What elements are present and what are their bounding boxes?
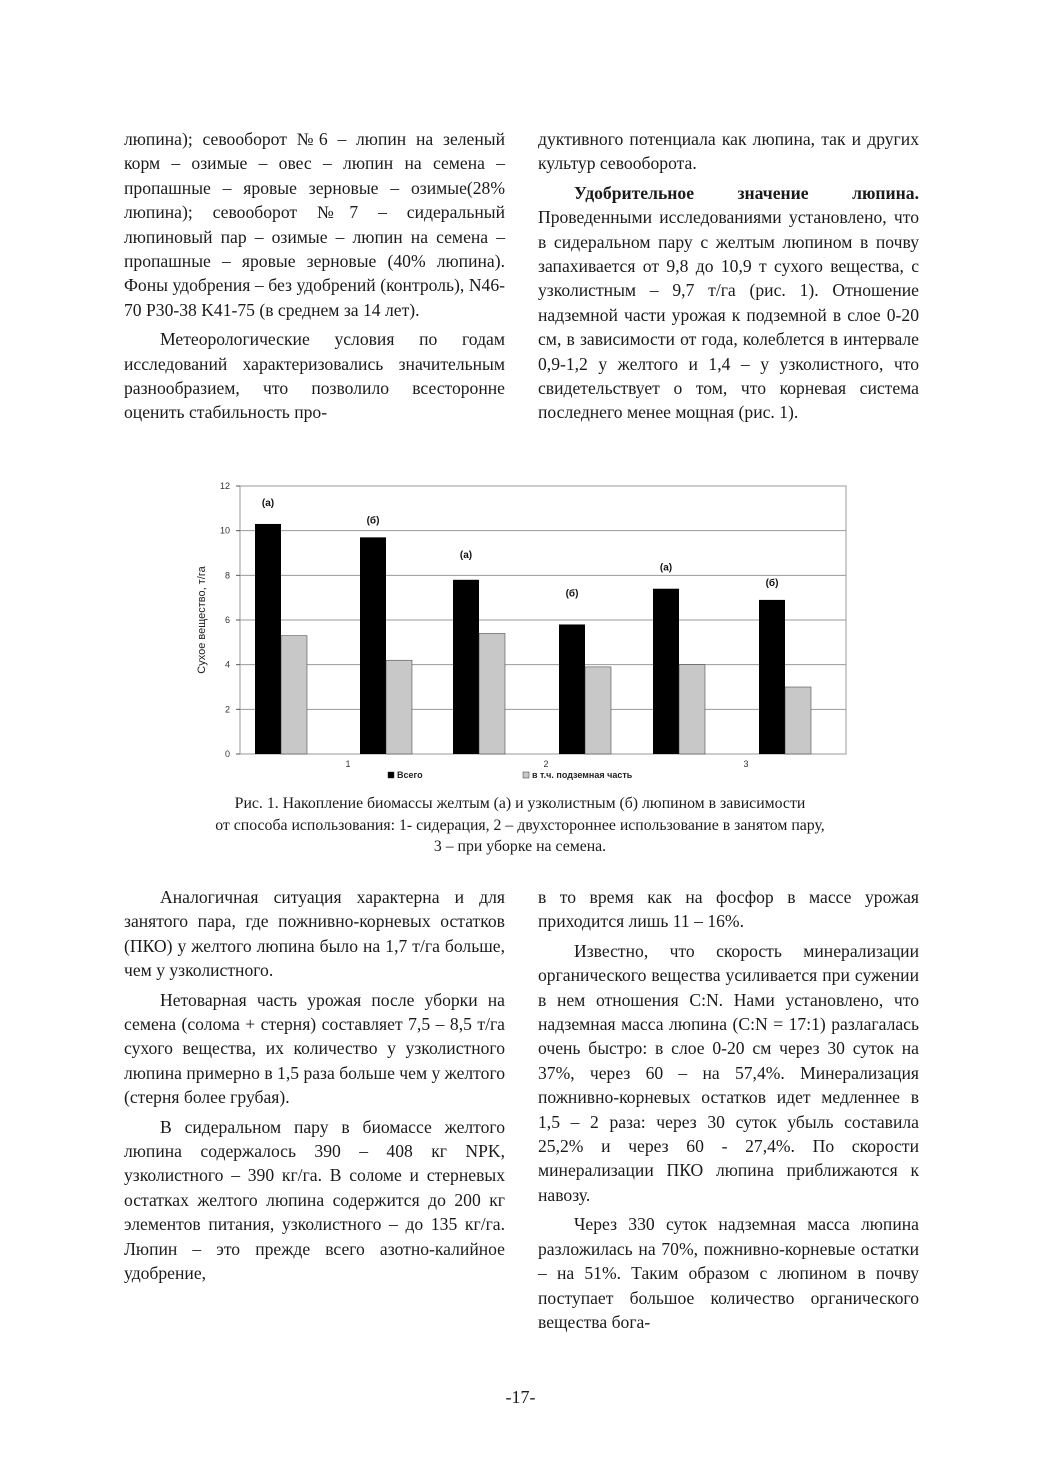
- bar: [479, 633, 505, 754]
- bar: [653, 589, 679, 754]
- bar: [281, 636, 307, 754]
- legend-label: в т.ч. подземная часть: [532, 770, 633, 780]
- paragraph: люпина); севооборот №6 – люпин на зеленый корм – озимые – овес – люпин на семена – пропашные – яровые зерновые – озимые(28% люпина); севооборот №7 – сидеральный люпиновый пар – озимые – люпин на семена – пропашные – яровые зерновые (40% люпина). Фоны удобрения – без удобрений (контроль), N46-70 P30-38 K41-75 (в среднем за 14 лет).: [124, 129, 505, 320]
- column-top-right: [538, 127, 919, 425]
- figure-caption: [120, 793, 920, 858]
- paragraph-text: Проведенными исследованиями установлено, что в сидеральном пару с желтым люпином в почву запахивается от 9,8 до 10,9 т сухого вещества, с узколистным – 9,7 т/га (рис. 1). Отношение надземной части урожая к подземной в слое 0-20 см, в зависимости от года, колеблется в интервале 0,9-1,2 у желтого и 1,4 – у узколистного, что свидетельствует о том, что корневая система последнего менее мощная (рис. 1).: [538, 207, 919, 423]
- bar: [453, 580, 479, 754]
- bar: [679, 665, 705, 754]
- page-number: -17-: [505, 1387, 536, 1407]
- paragraph: [538, 181, 919, 425]
- paragraph: Через 330 суток надземная масса люпина разложилась на 70%, пожнивно-корневые остатки – на 51%. Таким образом с люпином в почву поступает большое количество органического вещества бога-: [538, 1214, 919, 1332]
- x-tick-label: 2: [543, 759, 549, 769]
- figure-biomass-chart: [188, 478, 868, 780]
- y-tick-label: 2: [224, 704, 230, 715]
- bar: [360, 537, 386, 754]
- paragraph: в то время как на фосфор в массе урожая приходится лишь 11 – 16%.: [538, 887, 919, 932]
- bar-chart: [188, 478, 868, 780]
- bar: [386, 660, 412, 754]
- paragraph: Известно, что скорость минерализации органического вещества усиливается при сужении в нем отношения C:N. Нами установлено, что надземная масса люпина (C:N = 17:1) разлагалась очень быстро: в слое 0-20 см через 30 суток на 37%, через 60 – на 57,4%. Минерализация пожнивно-корневых остатков идет медленнее в 1,5 – 2 раза: через 30 суток убыль составила 25,2% и через 60 - 27,4%. По скорости минерализации ПКО люпина приближаются к навозу.: [538, 940, 919, 1205]
- paragraph: Аналогичная ситуация характерна и для занятого пара, где пожнивно-корневых остатков (ПКО) у желтого люпина было на 1,7 т/га больше, чем у узколистного.: [124, 887, 505, 981]
- bar: [585, 667, 611, 754]
- column-bottom-right: [538, 885, 919, 1334]
- bar: [759, 600, 785, 754]
- bar-annotation: (б): [765, 577, 779, 589]
- bar-annotation: (а): [261, 497, 275, 509]
- legend-swatch: [523, 772, 529, 778]
- paragraph: дуктивного потенциала как люпина, так и других культур севооборота.: [538, 129, 919, 174]
- bar-annotation: (а): [659, 562, 673, 574]
- caption-line: от способа использования: 1- сидерация, 2 – двухстороннее использование в занятом пару,: [215, 816, 825, 834]
- y-tick-label: 6: [224, 615, 230, 625]
- x-tick-label: 3: [743, 759, 749, 769]
- legend-swatch: [388, 772, 394, 778]
- y-tick-label: 8: [224, 570, 230, 581]
- bar-annotation: (б): [565, 588, 579, 600]
- y-tick-label: 0: [224, 749, 230, 759]
- bar-annotation: (б): [366, 515, 380, 527]
- bar: [785, 687, 811, 754]
- column-bottom-left: [124, 885, 505, 1286]
- y-axis-label: Сухое вещество, т/га: [196, 566, 208, 674]
- paragraph: В сидеральном пару в биомассе желтого люпина содержалось 390 – 408 кг NPK, узколистного – 390 кг/га. В соломе и стерневых остатках желтого люпина содержится до 200 кг элементов питания, узколистного – до 135 кг/га. Люпин – это прежде всего азотно-калийное удобрение,: [124, 1116, 505, 1284]
- section-heading: Удобрительное значение люпина.: [574, 182, 919, 203]
- x-tick-label: 1: [345, 759, 351, 769]
- paragraph: Нетоварная часть урожая после уборки на семена (солома + стерня) составляет 7,5 – 8,5 т/га сухого вещества, их количество у узколистного люпина примерно в 1,5 раза больше чем у желтого (стерня более грубая).: [124, 989, 506, 1108]
- y-tick-label: 4: [224, 659, 230, 670]
- bar-annotation: (а): [459, 549, 473, 561]
- caption-line: Рис. 1. Накопление биомассы желтым (а) и узколистным (б) люпином в зависимости: [234, 795, 806, 812]
- column-top-left: [124, 127, 505, 425]
- legend-label: Всего: [397, 770, 423, 780]
- y-tick-label: 10: [219, 525, 230, 536]
- bar: [255, 524, 281, 754]
- caption-line: 3 – при уборке на семена.: [433, 838, 607, 855]
- paragraph: Метеорологические условия по годам исследований характеризовались значительным разнообразием, что позволило всесторонне оценить стабильность про-: [124, 329, 505, 423]
- y-tick-label: 12: [219, 481, 230, 491]
- bar: [559, 624, 585, 754]
